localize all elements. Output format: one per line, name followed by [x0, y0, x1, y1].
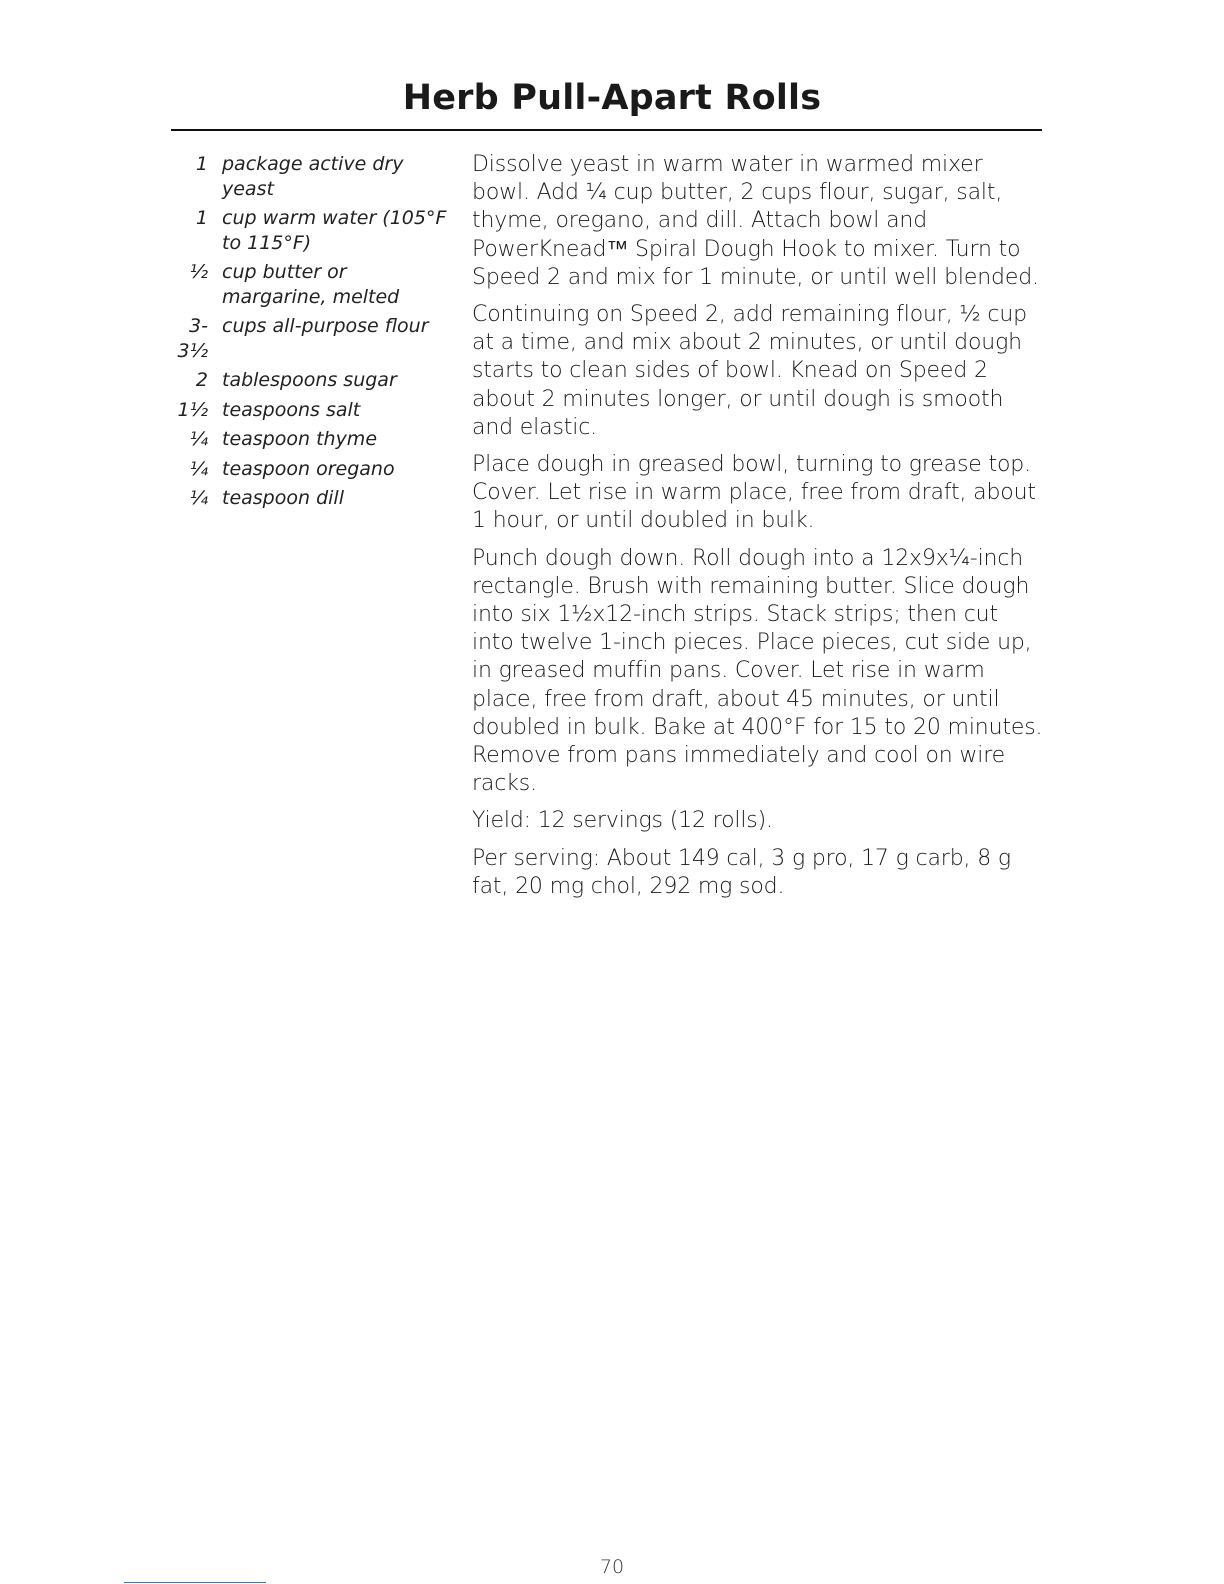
ingredient-item: [160, 368, 450, 393]
ingredient-item: [160, 398, 450, 423]
directions-column: [472, 151, 1044, 910]
ingredient-item: [160, 152, 450, 201]
ingredient-quantity: ½: [189, 261, 208, 283]
ingredient-description: package active dry yeast: [222, 153, 404, 200]
ingredient-quantity: 1: [195, 207, 208, 229]
ingredient-item: [160, 206, 450, 255]
ingredient-description: cups all-purpose flour: [222, 315, 429, 337]
ingredient-quantity: 1: [195, 153, 208, 175]
direction-paragraph: Continuing on Speed 2, add remaining flour, ½ cup at a time, and mix about 2 minutes, or until dough starts to clean sides of bowl. Knead on Speed 2 about 2 minutes longer, or until dough is smooth and elastic.: [472, 302, 1027, 440]
ingredient-description: teaspoon dill: [222, 487, 344, 509]
ingredient-quantity: 1½: [177, 398, 208, 421]
ingredient-quantity: 2: [195, 369, 208, 391]
ingredient-description: teaspoon oregano: [222, 457, 395, 480]
ingredient-item: [160, 457, 450, 482]
footer-edge-line: [124, 1582, 266, 1583]
page-number: 70: [599, 1556, 625, 1578]
ingredient-quantity: ¼: [189, 428, 208, 450]
ingredient-quantity: ¼: [189, 487, 208, 509]
nutrition-text: Per serving: About 149 cal, 3 g pro, 17 g carb, 8 g fat, 20 mg chol, 292 mg sod.: [472, 845, 1011, 899]
ingredient-item: [160, 427, 450, 452]
ingredient-quantity: ¼: [189, 457, 208, 480]
direction-paragraph: Dissolve yeast in warm water in warmed mixer bowl. Add ¼ cup butter, 2 cups flour, sugar, salt, thyme, oregano, and dill. Attach bowl and PowerKnead™ Spiral Dough Hook to mixer. Turn to Speed 2 and mix for 1 minute, or until well blended.: [472, 152, 1039, 290]
ingredient-item: [160, 260, 450, 309]
recipe-title: Herb Pull-Apart Rolls: [402, 78, 822, 118]
ingredient-description: teaspoons salt: [222, 398, 361, 421]
ingredient-quantity: 3-3½: [177, 315, 208, 362]
ingredient-description: teaspoon thyme: [222, 428, 378, 450]
yield-text: Yield: 12 servings (12 rolls).: [472, 808, 773, 834]
direction-paragraph: Punch dough down. Roll dough into a 12x9x¼-inch rectangle. Brush with remaining butter. Slice dough into six 1½x12-inch strips. Stack strips; then cut into twelve 1-inch pieces. Place pieces, cut side up, in greased muffin pans. Cover. Let rise in warm place, free from draft, about 45 minutes, or until doubled in bulk. Bake at 400°F for 15 to 20 minutes. Remove from pans immediately and cool on wire racks.: [472, 545, 1043, 797]
ingredient-item: [160, 314, 450, 363]
ingredient-description: tablespoons sugar: [222, 369, 397, 391]
ingredients-list: [160, 152, 450, 516]
ingredient-description: cup warm water (105°F to 115°F): [222, 207, 447, 254]
ingredient-item: [160, 486, 450, 511]
direction-paragraph: Place dough in greased bowl, turning to grease top. Cover. Let rise in warm place, free from draft, about 1 hour, or until doubled in bulk.: [472, 452, 1036, 534]
ingredient-description: cup butter or margarine, melted: [222, 261, 400, 308]
title-divider: [171, 129, 1042, 131]
